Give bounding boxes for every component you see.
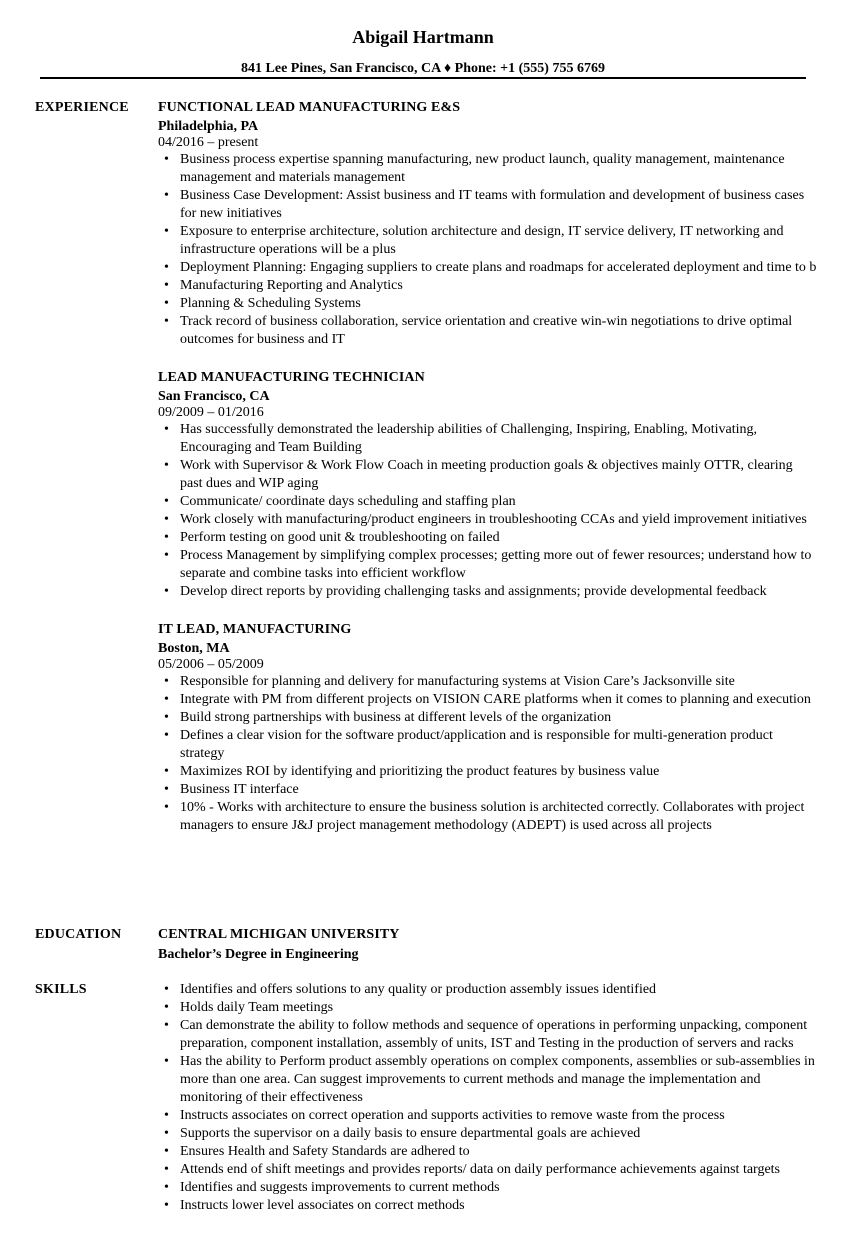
header-divider [40, 77, 806, 79]
bullet-item [158, 781, 818, 799]
bullet-text: Instructs lower level associates on correct methods [180, 1198, 465, 1213]
job-entry [158, 99, 818, 349]
section-title-education: EDUCATION [35, 927, 122, 942]
bullet-text: Defines a clear vision for the software product/application and is responsible for multi-generation product strategy [180, 728, 773, 761]
bullet-item [158, 1161, 818, 1179]
bullet-item [158, 673, 818, 691]
bullet-item [158, 799, 818, 835]
bullet-icon: • [164, 1126, 169, 1141]
bullet-text: Has the ability to Perform product assembly operations on complex components, assemblies or sub-assemblies in more than one area. Can suggest improvements to current methods and manage the implementation and monitoring of their effectiveness [180, 1054, 815, 1105]
bullet-icon: • [164, 1144, 169, 1159]
bullet-icon: • [164, 584, 169, 599]
bullet-item [158, 1053, 818, 1107]
bullet-item [158, 259, 818, 277]
job-title: IT LEAD, MANUFACTURING [158, 622, 352, 637]
bullet-icon: • [164, 1162, 169, 1177]
bullet-item [158, 1143, 818, 1161]
job-dates: 05/2006 – 05/2009 [158, 657, 264, 672]
bullet-icon: • [164, 1054, 169, 1069]
bullet-text: Communicate/ coordinate days scheduling and staffing plan [180, 494, 516, 509]
bullet-text: Has successfully demonstrated the leadership abilities of Challenging, Inspiring, Enabling, Motivating, Encouraging and Team Building [180, 422, 757, 455]
bullet-text: Business process expertise spanning manufacturing, new product launch, quality management, maintenance management and materials management [180, 152, 785, 185]
job-location: San Francisco, CA [158, 389, 270, 404]
bullet-item [158, 709, 818, 727]
bullet-icon: • [164, 764, 169, 779]
bullet-text: Work closely with manufacturing/product engineers in troubleshooting CCAs and yield improvement initiatives [180, 512, 807, 527]
bullet-icon: • [164, 458, 169, 473]
bullet-item [158, 999, 818, 1017]
job-bullets [158, 421, 818, 601]
bullet-text: Ensures Health and Safety Standards are adhered to [180, 1144, 470, 1159]
bullet-item [158, 981, 818, 999]
bullet-text: Responsible for planning and delivery for manufacturing systems at Vision Care’s Jacksonville site [180, 674, 735, 689]
bullet-item [158, 727, 818, 763]
bullet-text: Deployment Planning: Engaging suppliers to create plans and roadmaps for accelerated deployment and time to b [180, 260, 817, 275]
bullet-item [158, 529, 818, 547]
bullet-icon: • [164, 782, 169, 797]
bullet-icon: • [164, 224, 169, 239]
bullet-text: Develop direct reports by providing challenging tasks and assignments; provide developmental feedback [180, 584, 767, 599]
bullet-icon: • [164, 530, 169, 545]
skills-body [158, 981, 818, 1215]
bullet-text: Identifies and offers solutions to any quality or production assembly issues identified [180, 982, 657, 997]
bullet-item [158, 1197, 818, 1215]
bullet-text: Planning & Scheduling Systems [180, 296, 361, 311]
job-dates: 04/2016 – present [158, 135, 259, 150]
job-bullets [158, 151, 818, 349]
bullet-icon: • [164, 674, 169, 689]
bullet-item [158, 511, 818, 529]
bullet-icon: • [164, 800, 169, 815]
bullet-item [158, 421, 818, 457]
section-title-experience: EXPERIENCE [35, 100, 129, 115]
job-location: Philadelphia, PA [158, 119, 259, 134]
bullet-item [158, 277, 818, 295]
bullet-icon: • [164, 548, 169, 563]
job-title: LEAD MANUFACTURING TECHNICIAN [158, 370, 425, 385]
bullet-text: Work with Supervisor & Work Flow Coach in meeting production goals & objectives mainly OTTR, clearing past dues and WIP aging [180, 458, 793, 491]
bullet-item [158, 313, 818, 349]
bullet-text: Supports the supervisor on a daily basis to ensure departmental goals are achieved [180, 1126, 641, 1141]
bullet-text: Maximizes ROI by identifying and prioritizing the product features by business value [180, 764, 660, 779]
bullet-text: Track record of business collaboration, service orientation and creative win-win negotiations to drive optimal outcomes for business and IT [180, 314, 793, 347]
bullet-icon: • [164, 512, 169, 527]
bullet-icon: • [164, 1018, 169, 1033]
bullet-text: Integrate with PM from different projects on VISION CARE platforms when it comes to planning and execution [180, 692, 811, 707]
bullet-item [158, 493, 818, 511]
education-body [158, 926, 818, 963]
bullet-item [158, 1107, 818, 1125]
job-title: FUNCTIONAL LEAD MANUFACTURING E&S [158, 100, 461, 115]
bullet-item [158, 295, 818, 313]
bullet-text: Holds daily Team meetings [180, 1000, 334, 1015]
bullet-icon: • [164, 278, 169, 293]
bullet-icon: • [164, 1198, 169, 1213]
section-title-skills: SKILLS [35, 982, 87, 997]
bullet-icon: • [164, 728, 169, 743]
bullet-item [158, 1179, 818, 1197]
bullet-text: Exposure to enterprise architecture, solution architecture and design, IT service delivery, IT networking and infrastructure operations will be a plus [180, 224, 784, 257]
bullet-item [158, 763, 818, 781]
bullet-icon: • [164, 296, 169, 311]
bullet-item [158, 151, 818, 187]
job-location: Boston, MA [158, 641, 230, 656]
candidate-name: Abigail Hartmann [352, 27, 494, 47]
bullet-text: Perform testing on good unit & troubleshooting on failed [180, 530, 500, 545]
job-entry [158, 369, 818, 601]
bullet-icon: • [164, 1108, 169, 1123]
bullet-icon: • [164, 1000, 169, 1015]
bullet-icon: • [164, 422, 169, 437]
bullet-icon: • [164, 494, 169, 509]
bullet-icon: • [164, 1180, 169, 1195]
bullet-icon: • [164, 710, 169, 725]
bullet-text: Business Case Development: Assist business and IT teams with formulation and development of business cases for new initiatives [180, 188, 805, 221]
bullet-item [158, 1125, 818, 1143]
job-bullets [158, 673, 818, 835]
bullet-text: Identifies and suggests improvements to current methods [180, 1180, 500, 1195]
bullet-text: Build strong partnerships with business at different levels of the organization [180, 710, 612, 725]
bullet-item [158, 187, 818, 223]
school-name: CENTRAL MICHIGAN UNIVERSITY [158, 927, 400, 942]
degree: Bachelor’s Degree in Engineering [158, 947, 359, 962]
bullet-icon: • [164, 188, 169, 203]
bullet-icon: • [164, 692, 169, 707]
bullet-text: Manufacturing Reporting and Analytics [180, 278, 403, 293]
bullet-text: Instructs associates on correct operation and supports activities to remove waste from the process [180, 1108, 725, 1123]
bullet-icon: • [164, 260, 169, 275]
skills-bullets [158, 981, 818, 1215]
bullet-item [158, 1017, 818, 1053]
experience-body [158, 99, 818, 835]
bullet-item [158, 223, 818, 259]
bullet-text: Can demonstrate the ability to follow methods and sequence of operations in performing unpacking, component preparation, component installation, assembly of units, IST and Testing in the production of servers and racks [180, 1018, 808, 1051]
bullet-text: Process Management by simplifying complex processes; getting more out of fewer resources; understand how to separate and combine tasks into efficient workflow [180, 548, 812, 581]
bullet-text: Business IT interface [180, 782, 299, 797]
job-entry [158, 621, 818, 835]
bullet-icon: • [164, 982, 169, 997]
bullet-icon: • [164, 314, 169, 329]
bullet-item [158, 583, 818, 601]
bullet-item [158, 547, 818, 583]
bullet-item [158, 457, 818, 493]
bullet-item [158, 691, 818, 709]
bullet-text: Attends end of shift meetings and provides reports/ data on daily performance achievements against targets [180, 1162, 781, 1177]
contact-line: 841 Lee Pines, San Francisco, CA ♦ Phone: +1 (555) 755 6769 [241, 61, 605, 76]
job-dates: 09/2009 – 01/2016 [158, 405, 264, 420]
bullet-icon: • [164, 152, 169, 167]
bullet-text: 10% - Works with architecture to ensure the business solution is architected correctly. Collaborates with project managers to ensure J&J project management methodology (ADEPT) is used across all projects [180, 800, 805, 833]
resume-header [40, 26, 806, 77]
